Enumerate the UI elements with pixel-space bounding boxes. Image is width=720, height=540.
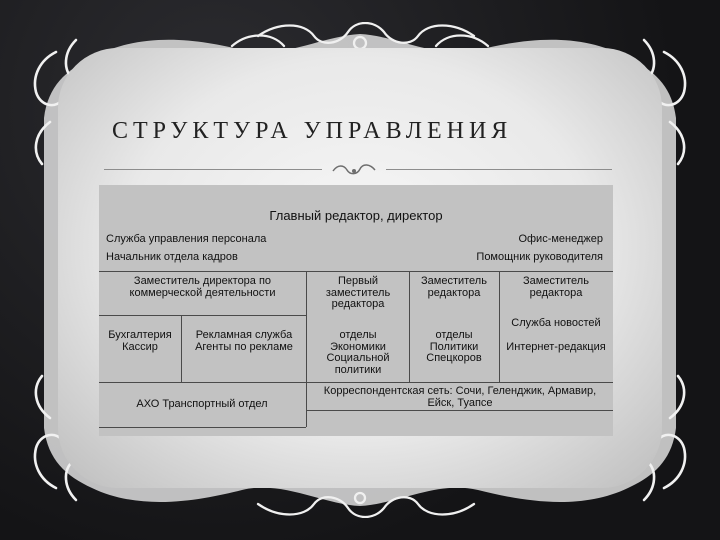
- connector-v-commerce: [181, 315, 182, 382]
- org-accounting: Бухгалтерия Кассир: [108, 329, 172, 353]
- title-rule-right: [386, 169, 612, 170]
- connector-v-1: [306, 271, 307, 382]
- org-head: Главный редактор, директор: [269, 208, 443, 223]
- connector-h-bottom: [99, 382, 613, 383]
- org-assistant: Помощник руководителя: [476, 251, 603, 263]
- org-dept-economics: отделы Экономики Социальной политики: [326, 329, 390, 376]
- org-internet: Интернет-редакция: [506, 341, 606, 353]
- org-correspondents: Корреспондентская сеть: Сочи, Геленджик, Армавир, Ейск, Туапсе: [323, 385, 597, 409]
- org-admin: АХО Транспортный отдел: [136, 398, 268, 410]
- org-deputy-editor-2: Заместитель редактора: [523, 275, 589, 299]
- connector-v-2: [409, 271, 410, 382]
- org-office-manager: Офис-менеджер: [518, 233, 603, 245]
- connector-h-top: [99, 271, 613, 272]
- slide-title: СТРУКТУРА УПРАВЛЕНИЯ: [112, 118, 513, 144]
- connector-v-admin: [306, 382, 307, 427]
- org-advertising: Рекламная служба Агенты по рекламе: [195, 329, 293, 353]
- connector-h-admin: [99, 427, 306, 428]
- org-hr-head: Начальник отдела кадров: [106, 251, 238, 263]
- org-deputy-commerce: Заместитель директора по коммерческой деятельности: [129, 275, 276, 299]
- org-deputy-editor-1: Заместитель редактора: [421, 275, 487, 299]
- connector-h-right: [306, 410, 613, 411]
- org-news-service: Служба новостей: [511, 317, 601, 329]
- org-hr-service: Служба управления персонала: [106, 233, 267, 245]
- connector-h-mid: [99, 315, 306, 316]
- title-rule-left: [104, 169, 322, 170]
- org-dept-politics: отделы Политики Спецкоров: [426, 329, 482, 365]
- title-flourish-icon: [330, 160, 378, 178]
- org-first-deputy: Первый заместитель редактора: [325, 275, 391, 311]
- org-chart: [99, 185, 613, 436]
- connector-v-3: [499, 271, 500, 382]
